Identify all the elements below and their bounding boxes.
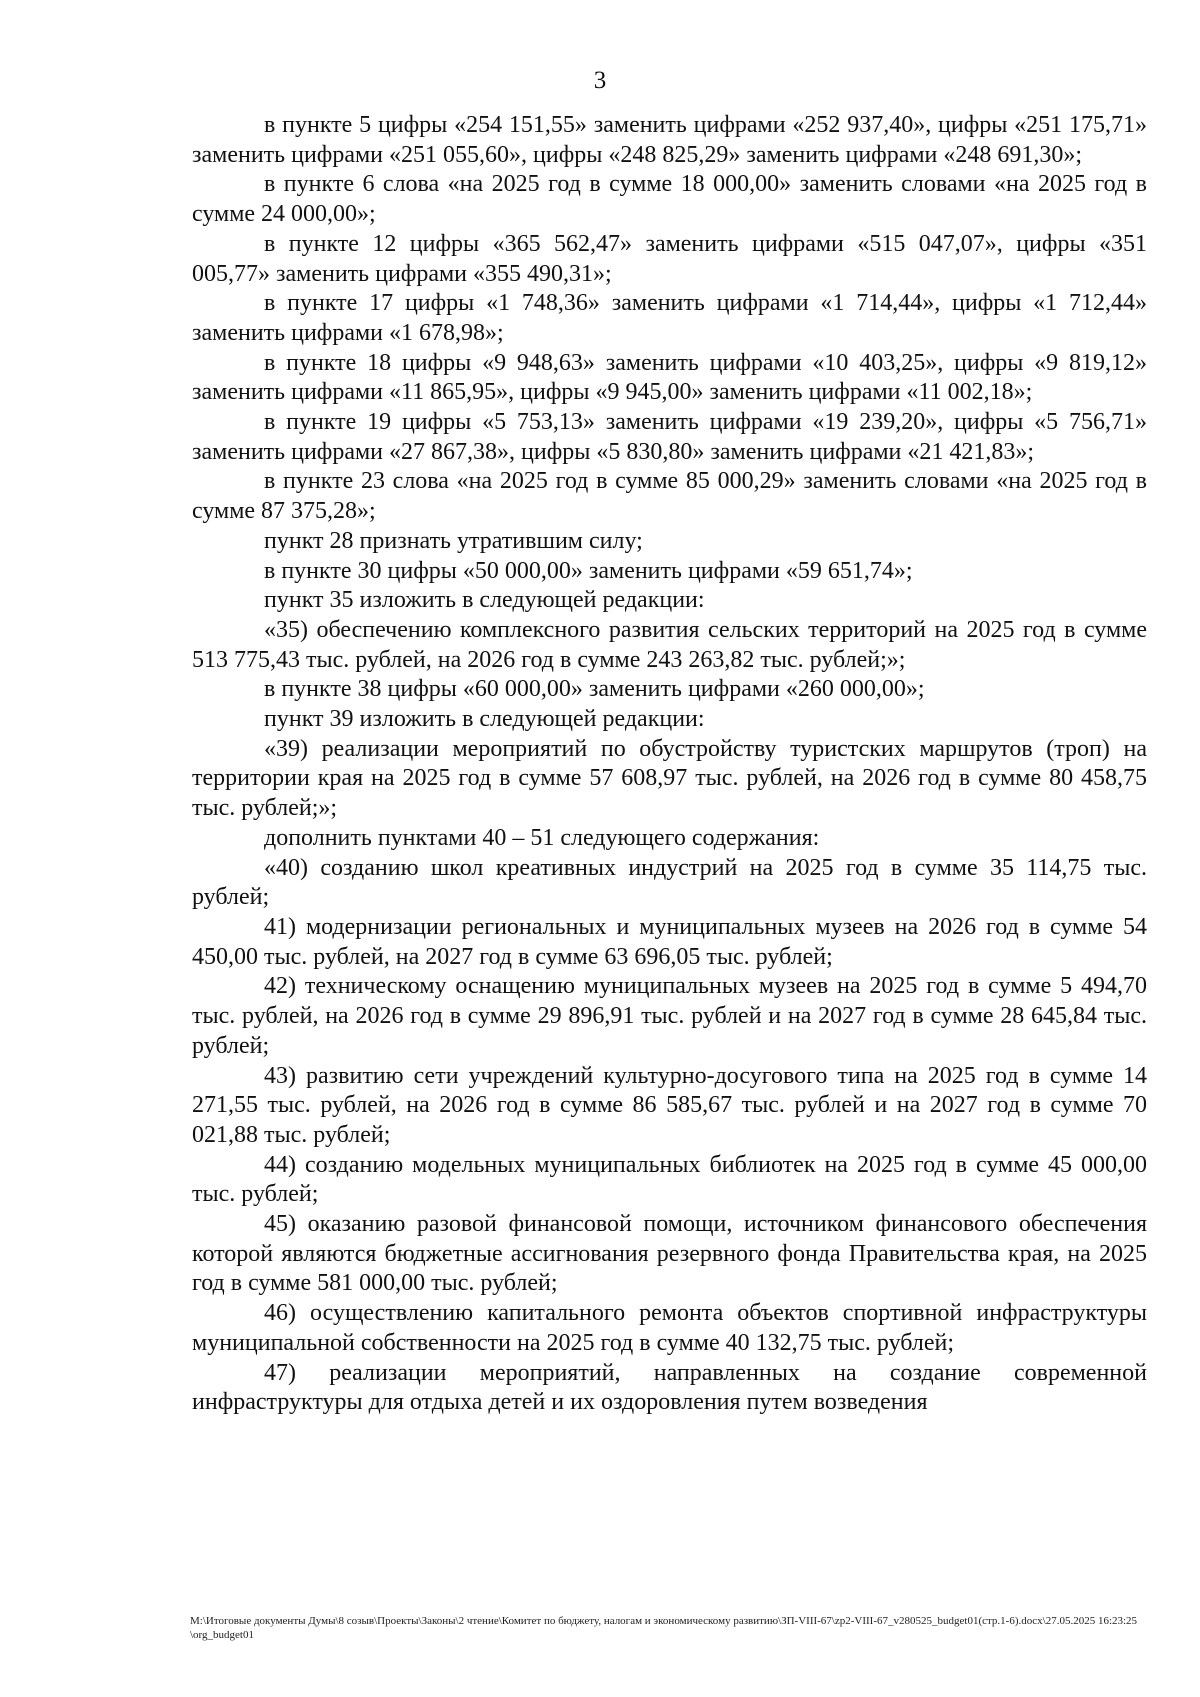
paragraph-3: в пункте 12 цифры «365 562,47» заменить цифрами «515 047,07», цифры «351 005,77» заменить цифрами «355 490,31»; <box>192 230 1147 287</box>
paragraph-6: в пункте 19 цифры «5 753,13» заменить цифрами «19 239,20», цифры «5 756,71» заменить цифрами «27 867,38», цифры «5 830,80» заменить цифрами «21 421,83»; <box>192 409 1147 465</box>
paragraph-9: в пункте 30 цифры «50 000,00» заменить цифрами «59 651,74»; <box>264 557 913 584</box>
paragraph-18: 42) техническому оснащению муниципальных музеев на 2025 год в сумме 5 494,70 тыс. рублей, на 2026 год в сумме 29 896,91 тыс. рублей и на 2027 год в сумме 28 645,84 тыс. рублей; <box>192 973 1147 1059</box>
paragraph-5: в пункте 18 цифры «9 948,63» заменить цифрами «10 403,25», цифры «9 819,12» заменить цифрами «11 865,95», цифры «9 945,00» заменить цифрами «11 002,18»; <box>192 349 1147 406</box>
paragraph-7: в пункте 23 слова «на 2025 год в сумме 85 000,29» заменить словами «на 2025 год в сумме 87 375,28»; <box>192 468 1147 525</box>
paragraph-10: пункт 35 изложить в следующей редакции: <box>264 587 705 614</box>
paragraph-2: в пункте 6 слова «на 2025 год в сумме 18 000,00» заменить словами «на 2025 год в сумме 24 000,00»; <box>192 171 1147 228</box>
paragraph-14: «39) реализации мероприятий по обустройству туристских маршрутов (троп) на территории края на 2025 год в сумме 57 608,97 тыс. рублей, на 2026 год в сумме 80 458,75 тыс. рублей;»; <box>192 735 1147 822</box>
paragraph-16: «40) созданию школ креативных индустрий на 2025 год в сумме 35 114,75 тыс. рублей; <box>192 854 1147 911</box>
paragraph-23: 47) реализации мероприятий, направленных на создание современной инфраструктуры для отдыха детей и их оздоровления путем возведения <box>192 1359 1147 1416</box>
paragraph-13: пункт 39 изложить в следующей редакции: <box>264 706 705 733</box>
document-body <box>192 111 1147 1418</box>
paragraph-11: «35) обеспечению комплексного развития сельских территорий на 2025 год в сумме 513 775,43 тыс. рублей, на 2026 год в сумме 243 263,82 тыс. рублей;»; <box>192 616 1147 673</box>
paragraph-21: 45) оказанию разовой финансовой помощи, источником финансового обеспечения которой являются бюджетные ассигнования резервного фонда Правительства края, на 2025 год в сумме 581 000,00 тыс. рублей; <box>192 1211 1147 1297</box>
paragraph-15: дополнить пунктами 40 – 51 следующего содержания: <box>264 824 820 851</box>
footer-file-path: M:\Итоговые документы Думы\8 созыв\Проекты\Законы\2 чтение\Комитет по бюджету, налогам и экономическому развитию\ЗП-VIII-67\zp2-VIII-67_v280525_budget01(стр.1-6).docx\27.05.2025 16:23:25\org_budget01 <box>190 1615 1138 1641</box>
paragraph-19: 43) развитию сети учреждений культурно-досугового типа на 2025 год в сумме 14 271,55 тыс. рублей, на 2026 год в сумме 86 585,67 тыс. рублей и на 2027 год в сумме 70 021,88 тыс. рублей; <box>192 1062 1147 1148</box>
paragraph-22: 46) осуществлению капитального ремонта объектов спортивной инфраструктуры муниципальной собственности на 2025 год в сумме 40 132,75 тыс. рублей; <box>192 1300 1147 1356</box>
paragraph-1: в пункте 5 цифры «254 151,55» заменить цифрами «252 937,40», цифры «251 175,71» заменить цифрами «251 055,60», цифры «248 825,29» заменить цифрами «248 691,30»; <box>192 112 1147 168</box>
paragraph-8: пункт 28 признать утратившим силу; <box>264 527 643 554</box>
paragraph-17: 41) модернизации региональных и муниципальных музеев на 2026 год в сумме 54 450,00 тыс. рублей, на 2027 год в сумме 63 696,05 тыс. рублей; <box>192 913 1147 970</box>
paragraph-4: в пункте 17 цифры «1 748,36» заменить цифрами «1 714,44», цифры «1 712,44» заменить цифрами «1 678,98»; <box>192 290 1147 346</box>
paragraph-20: 44) созданию модельных муниципальных библиотек на 2025 год в сумме 45 000,00 тыс. рублей; <box>192 1151 1147 1208</box>
page-number: 3 <box>593 67 607 94</box>
paragraph-12: в пункте 38 цифры «60 000,00» заменить цифрами «260 000,00»; <box>264 676 925 703</box>
